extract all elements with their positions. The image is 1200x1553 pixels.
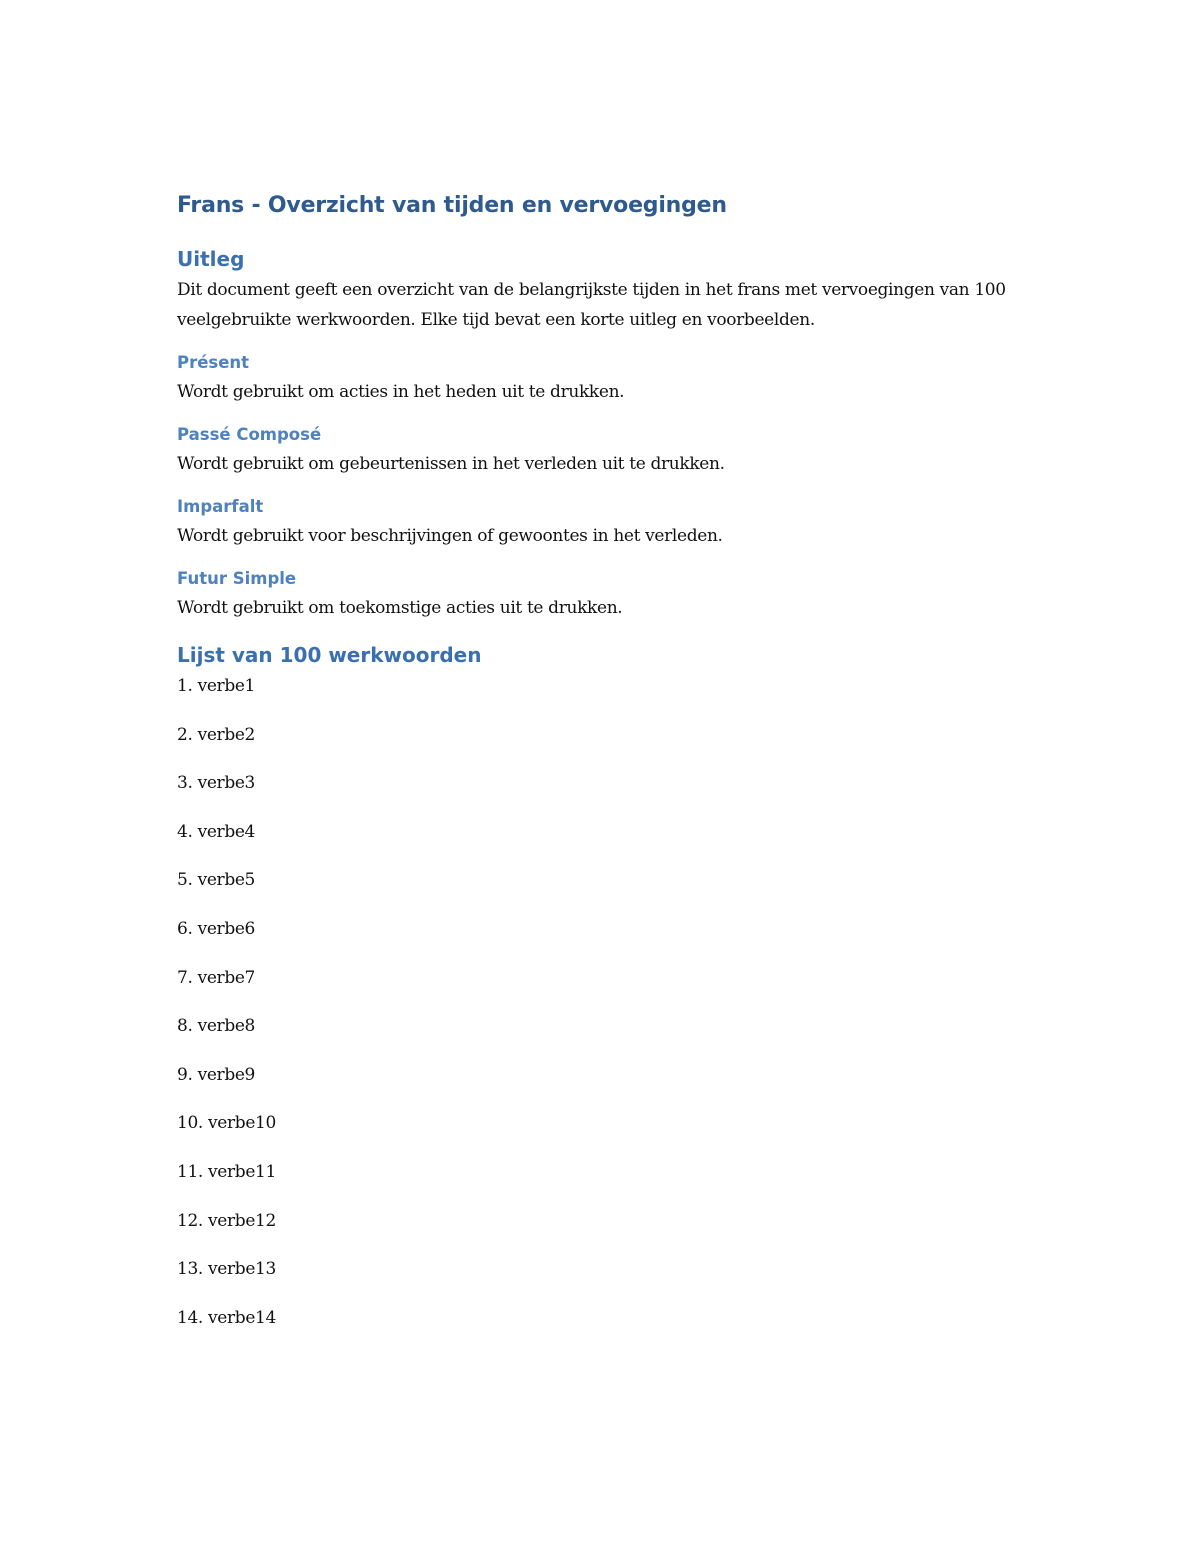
tense-description: Wordt gebruikt om gebeurtenissen in het verleden uit te drukken.	[177, 454, 725, 474]
tense-passe-compose	[177, 423, 1037, 479]
intro-text: Dit document geeft een overzicht van de belangrijkste tijden in het frans met vervoegingen van 100 veelgebruikte werkwoorden. Elke tijd bevat een korte uitleg en voorbeelden.	[177, 280, 1006, 330]
tense-heading: Passé Composé	[177, 425, 322, 444]
list-item: 10. verbe10	[177, 1113, 276, 1134]
verb-list-heading: Lijst van 100 werkwoorden	[177, 643, 482, 667]
list-item: 9. verbe9	[177, 1064, 256, 1085]
document-title: Frans - Overzicht van tijden en vervoegingen	[177, 193, 727, 218]
list-item: 11. verbe11	[177, 1161, 276, 1182]
tense-heading: Futur Simple	[177, 569, 297, 588]
list-item: 2. verbe2	[177, 724, 256, 745]
verb-list	[177, 671, 1037, 1333]
list-item: 5. verbe5	[177, 870, 256, 891]
list-item: 14. verbe14	[177, 1307, 276, 1328]
tense-description: Wordt gebruikt voor beschrijvingen of gewoontes in het verleden.	[177, 526, 723, 546]
tense-heading: Présent	[177, 353, 250, 372]
tense-heading: Imparfalt	[177, 497, 264, 516]
tense-present	[177, 351, 1037, 407]
list-item: 3. verbe3	[177, 773, 256, 794]
list-item: 8. verbe8	[177, 1016, 256, 1037]
list-item: 6. verbe6	[177, 918, 256, 939]
list-item: 12. verbe12	[177, 1210, 276, 1231]
intro-heading: Uitleg	[177, 247, 245, 271]
list-item: 1. verbe1	[177, 676, 256, 696]
tense-description: Wordt gebruikt om acties in het heden uit te drukken.	[177, 382, 625, 402]
tense-description: Wordt gebruikt om toekomstige acties uit te drukken.	[177, 598, 623, 618]
tense-imparfait	[177, 495, 1037, 551]
document-content	[177, 191, 1037, 1351]
tense-futur-simple	[177, 567, 1037, 623]
list-item: 13. verbe13	[177, 1259, 276, 1280]
list-item: 7. verbe7	[177, 967, 256, 988]
list-item: 4. verbe4	[177, 821, 256, 842]
